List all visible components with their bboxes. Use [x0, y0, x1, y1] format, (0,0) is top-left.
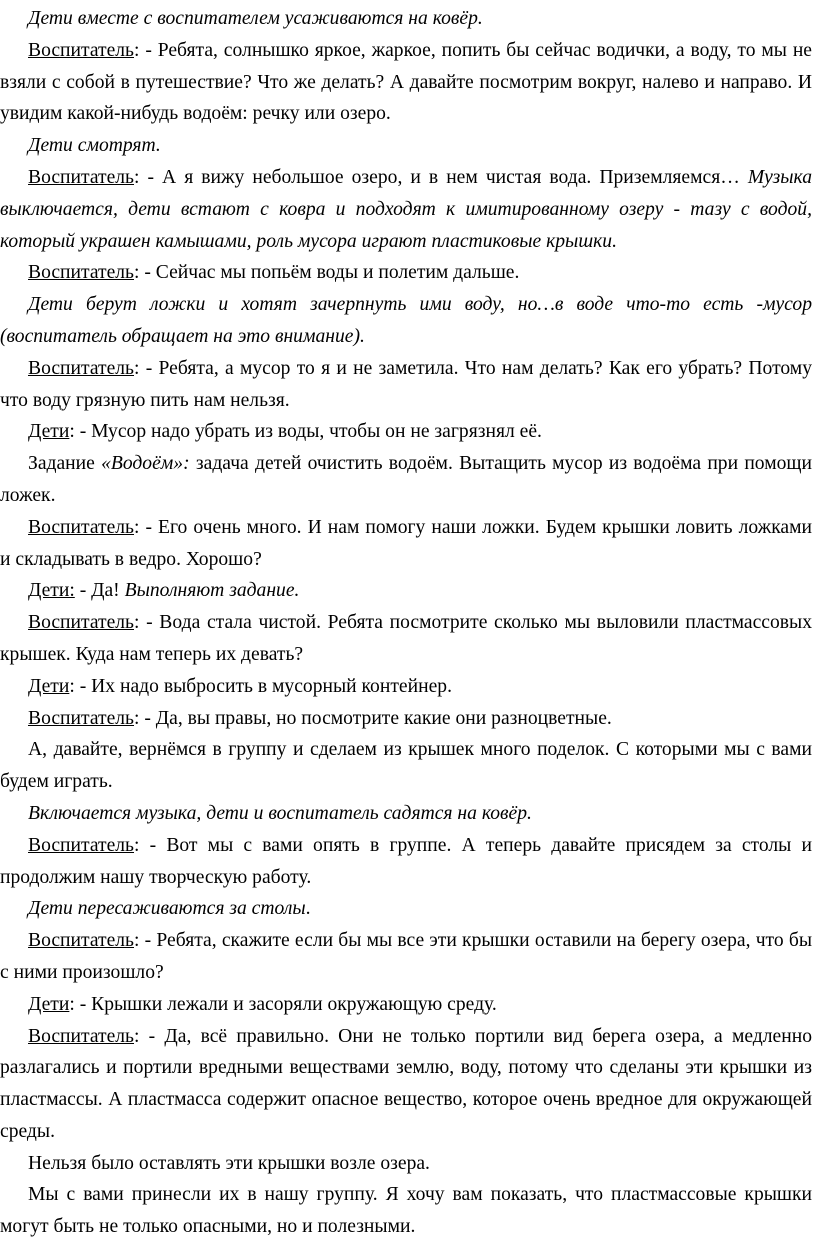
speaker-label: Дети: [28, 993, 70, 1015]
speaker-label: Воспитатель: [28, 262, 134, 284]
speaker-label: Воспитатель: [28, 834, 134, 856]
speaker-label: Воспитатель: [28, 516, 134, 538]
stage-direction: Музыка выключается, дети встают с ковра и подходят к имитированному озеру - тазу с водой, который украшен камышами, роль мусора играют пластиковые крышки.: [0, 166, 812, 252]
paragraph: [0, 448, 812, 512]
speaker-label: Дети: [28, 675, 70, 697]
speaker-label: Воспитатель: [28, 357, 134, 379]
paragraph-text: : - Ребята, скажите если бы мы все эти крышки оставили на берегу озера, что бы с ними произошло?: [0, 930, 812, 983]
paragraph-text: Задание: [28, 453, 102, 475]
speaker-label: Дети: [28, 421, 70, 443]
paragraph: [0, 512, 812, 576]
paragraph-text: - Да!: [74, 580, 125, 602]
paragraph-text: Мы с вами принесли их в нашу группу. Я хочу вам показать, что пластмассовые крышки могут быть не только опасными, но и полезными.: [0, 1184, 812, 1238]
paragraph: [0, 703, 812, 735]
paragraph: [0, 130, 812, 162]
paragraph: [0, 1148, 812, 1180]
document-body: [0, 3, 812, 1243]
paragraph-text: : - Сейчас мы попьём воды и полетим дальше.: [134, 262, 520, 284]
speaker-label: Воспитатель: [28, 612, 134, 634]
speaker-label: Воспитатель: [28, 166, 134, 188]
stage-direction: Включается музыка, дети и воспитатель садятся на ковёр.: [28, 802, 532, 824]
paragraph: [0, 162, 812, 257]
paragraph: [0, 989, 812, 1021]
paragraph-text: : - Ребята, а мусор то я и не заметила. Что нам делать? Как его убрать? Потому что воду грязную пить нам нельзя.: [0, 357, 812, 411]
paragraph: [0, 734, 812, 798]
paragraph: [0, 893, 812, 925]
stage-direction: Дети смотрят.: [28, 135, 161, 157]
paragraph-text: задача детей очистить водоём. Вытащить мусор из водоёма при помощи ложек.: [0, 453, 813, 506]
paragraph: [0, 925, 812, 989]
paragraph-text: : - Да, вы правы, но посмотрите какие они разноцветные.: [134, 707, 612, 729]
paragraph-text: Нельзя было оставлять эти крышки возле озера.: [28, 1152, 430, 1174]
paragraph-text: : - Крышки лежали и засоряли окружающую среду.: [69, 993, 497, 1015]
paragraph: [0, 353, 812, 417]
paragraph-text: : - Ребята, солнышко яркое, жаркое, попить бы сейчас водички, а воду, то мы не взяли с собой в путешествие? Что же делать? А давайте посмотрим вокруг, налево и направо. И увидим какой-нибудь водоём: речку или озеро.: [0, 39, 812, 125]
paragraph-text: .: [305, 898, 311, 920]
paragraph: [0, 1179, 812, 1243]
paragraph: [0, 1021, 812, 1148]
paragraph: [0, 289, 812, 353]
stage-direction: Выполняют задание.: [124, 580, 300, 602]
paragraph: [0, 3, 812, 35]
paragraph: [0, 830, 812, 894]
paragraph: [0, 607, 812, 671]
stage-direction: Дети вместе с воспитателем усаживаются на ковёр.: [28, 8, 483, 29]
paragraph: [0, 35, 812, 130]
paragraph-text: : - А я вижу небольшое озеро, и в нем чистая вода. Приземляемся…: [134, 166, 748, 188]
speaker-label: Воспитатель: [28, 1025, 134, 1047]
paragraph-text: : - Вот мы с вами опять в группе. А теперь давайте присядем за столы и продолжим нашу творческую работу.: [0, 834, 812, 888]
paragraph: [0, 798, 812, 830]
paragraph: [0, 257, 812, 289]
paragraph: [0, 575, 812, 607]
paragraph-text: : - Вода стала чистой. Ребята посмотрите сколько мы выловили пластмассовых крышек. Куда нам теперь их девать?: [0, 612, 812, 665]
paragraph-text: : - Да, всё правильно. Они не только портили вид берега озера, а медленно разлагались и портили вредными веществами землю, воду, потому что сделаны эти крышки из пластмассы. А пластмасса содержит опасное вещество, которое очень вредное для окружающей среды.: [0, 1025, 812, 1142]
stage-direction: Дети берут ложки и хотят зачерпнуть ими воду, но…в воде что-то есть -мусор (воспитатель обращает на это внимание).: [0, 294, 812, 347]
speaker-label: Воспитатель: [28, 39, 134, 61]
paragraph: [0, 416, 812, 448]
paragraph-text: : - Мусор надо убрать из воды, чтобы он не загрязнял её.: [69, 421, 542, 443]
speaker-label: Воспитатель: [28, 930, 134, 952]
speaker-label: Дети:: [28, 580, 75, 602]
stage-direction: «Водоём»:: [101, 453, 190, 475]
paragraph-text: : - Его очень много. И нам помогу наши ложки. Будем крышки ловить ложками и складывать в ведро. Хорошо?: [0, 516, 812, 570]
paragraph-text: А, давайте, вернёмся в группу и сделаем из крышек много поделок. С которыми мы с вами будем играть.: [0, 739, 812, 793]
speaker-label: Воспитатель: [28, 707, 134, 729]
paragraph: [0, 671, 812, 703]
paragraph-text: : - Их надо выбросить в мусорный контейнер.: [69, 675, 452, 697]
stage-direction: Дети пересаживаются за столы: [28, 898, 306, 920]
